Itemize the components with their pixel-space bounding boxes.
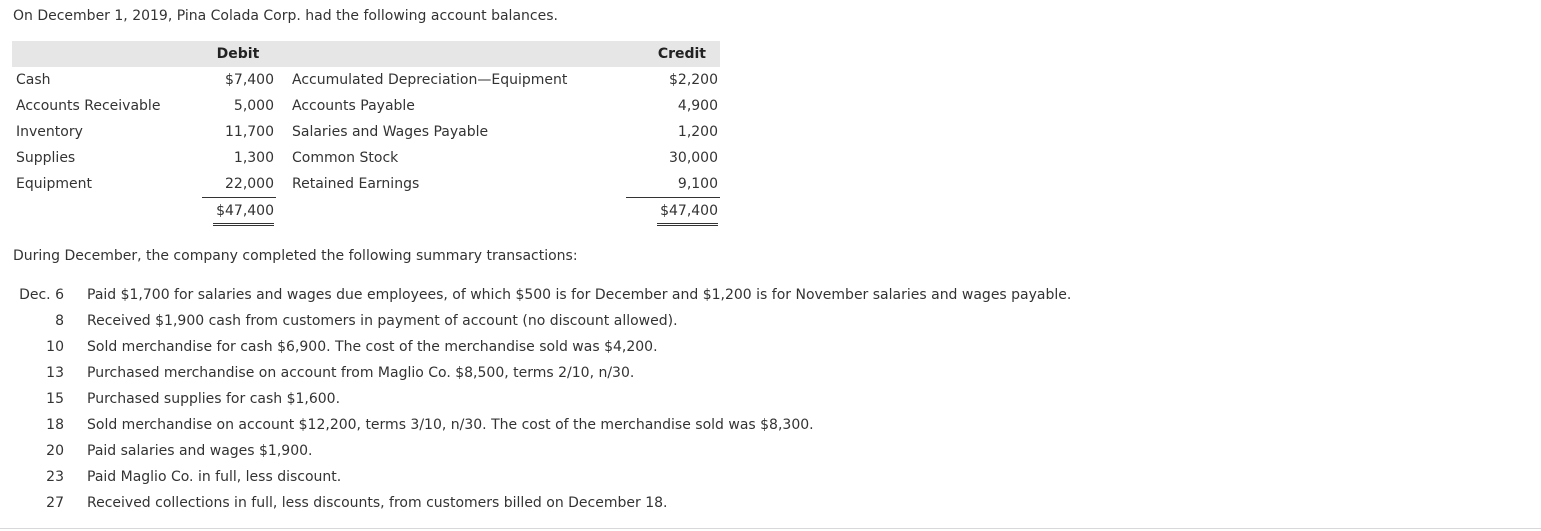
transaction-text: Received collections in full, less discounts, from customers billed on December 18. [87,495,668,511]
transaction-date: 15 [46,391,64,407]
credit-account: Retained Earnings [292,176,420,193]
transaction-date: 8 [55,313,64,329]
list-item [12,438,1071,464]
transaction-text: Paid $1,700 for salaries and wages due employees, of which $500 is for December and $1,200 is for November salaries and wages payable. [87,287,1072,303]
transaction-date: 18 [46,417,64,433]
header-gap [276,41,292,67]
credit-total: $47,400 [657,201,718,226]
transaction-date: 20 [46,443,64,459]
transactions-intro: During December, the company completed the following summary transactions: [13,248,578,264]
debit-amount: $7,400 [225,72,274,88]
debit-amount: 22,000 [202,171,276,198]
credit-account: Accounts Payable [292,98,415,114]
transaction-date: 27 [46,495,64,511]
list-item [12,464,1071,490]
credit-account: Common Stock [292,150,399,166]
transaction-text: Paid salaries and wages $1,900. [87,443,313,459]
debit-total-cell [202,198,276,227]
credit-amount: 30,000 [669,150,718,166]
transactions-table [12,282,1071,516]
list-item [12,412,1071,438]
debit-amount: 5,000 [233,98,274,114]
debit-account: Cash [16,72,51,88]
transaction-text: Paid Maglio Co. in full, less discount. [87,469,342,485]
transaction-text: Purchased merchandise on account from Maglio Co. $8,500, terms 2/10, n/30. [87,365,635,381]
list-item [12,334,1071,360]
credit-amount: 1,200 [677,124,718,140]
table-row [12,93,720,119]
table-header-row [12,41,720,67]
intro-text: On December 1, 2019, Pina Colada Corp. had the following account balances. [13,8,558,24]
table-row [12,171,720,198]
table-row [12,67,720,93]
debit-account: Supplies [16,150,76,166]
bottom-divider [0,528,1541,529]
credit-header: Credit [626,41,720,67]
credit-account: Salaries and Wages Payable [292,124,489,140]
list-item [12,386,1071,412]
debit-account: Accounts Receivable [16,98,161,114]
transaction-text: Sold merchandise for cash $6,900. The cost of the merchandise sold was $4,200. [87,339,658,355]
credit-amount: $2,200 [669,72,718,88]
debit-header: Debit [202,41,276,67]
transaction-date: Dec. 6 [19,287,64,303]
credit-amount: 4,900 [677,98,718,114]
transaction-date: 23 [46,469,64,485]
list-item [12,282,1071,308]
credit-amount: 9,100 [626,171,720,198]
list-item [12,360,1071,386]
totals-row [12,198,720,227]
debit-amount: 1,300 [233,150,274,166]
transaction-text: Sold merchandise on account $12,200, terms 3/10, n/30. The cost of the merchandise sold was $8,300. [87,417,814,433]
transaction-date: 13 [46,365,64,381]
header-blank-right [292,41,626,67]
transaction-text: Purchased supplies for cash $1,600. [87,391,341,407]
transaction-date: 10 [46,339,64,355]
table-row [12,119,720,145]
list-item [12,308,1071,334]
account-balances-table [12,41,720,226]
header-blank-left [12,41,202,67]
debit-account: Equipment [16,176,92,193]
debit-total: $47,400 [213,201,274,226]
list-item [12,490,1071,516]
credit-account: Accumulated Depreciation—Equipment [292,72,568,88]
transaction-text: Received $1,900 cash from customers in payment of account (no discount allowed). [87,313,678,329]
table-row [12,145,720,171]
debit-account: Inventory [16,124,83,140]
credit-total-cell [626,198,720,227]
debit-amount: 11,700 [225,124,274,140]
